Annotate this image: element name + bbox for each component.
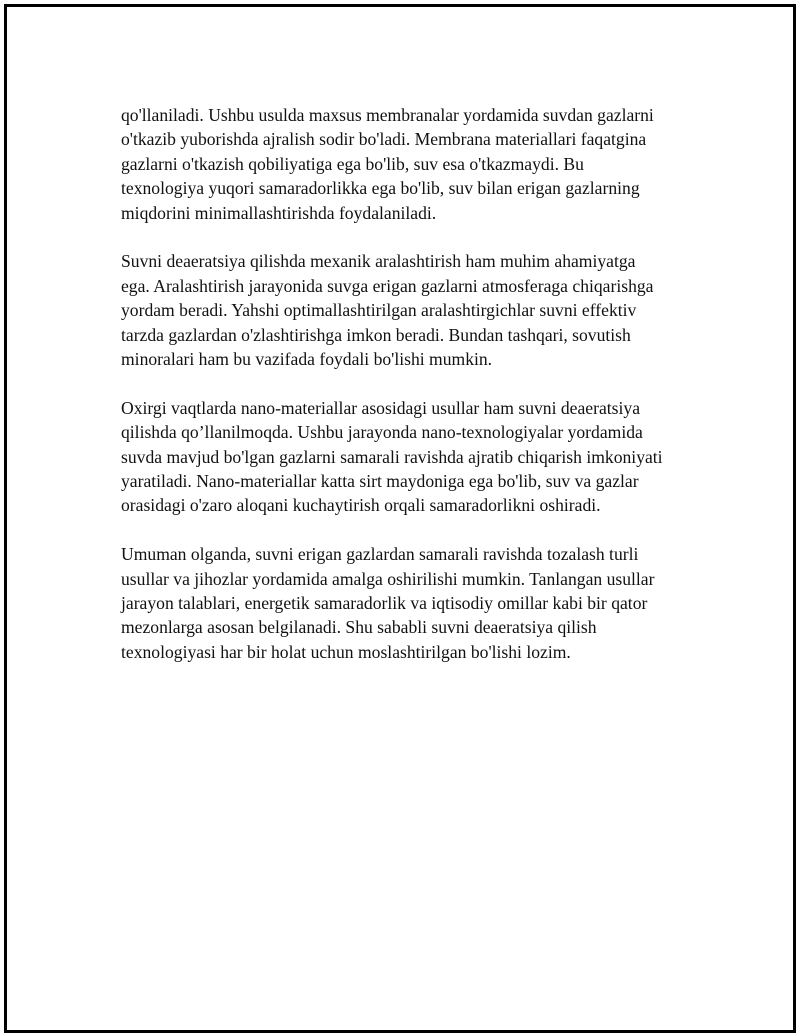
- text-line: qo'llaniladi. Ushbu usulda maxsus membranalar yordamida suvdan gazlarni: [121, 105, 654, 125]
- text-line: usullar va jihozlar yordamida amalga oshirilishi mumkin. Tanlangan usullar: [121, 568, 655, 589]
- text-line: yordam beradi. Yahshi optimallashtirilgan aralashtirgichlar suvni effektiv: [121, 300, 637, 321]
- text-line: jarayon talablari, energetik samaradorlik va iqtisodiy omillar kabi bir qator: [121, 593, 648, 614]
- text-line: tarzda gazlardan o'zlashtirishga imkon beradi. Bundan tashqari, sovutish: [121, 324, 631, 345]
- text-line: qilishda qo’llanilmoqda. Ushbu jarayonda nano-texnologiyalar yordamida: [121, 422, 643, 443]
- text-line: Suvni deaeratsiya qilishda mexanik aralashtirish ham muhim ahamiyatga: [121, 251, 636, 272]
- text-line: o'tkazib yuborishda ajralish sodir bo'ladi. Membrana materiallari faqatgina: [121, 129, 647, 150]
- text-line: texnologiyasi har bir holat uchun moslashtirilgan bo'lishi lozim.: [121, 641, 571, 662]
- text-line: Umuman olganda, suvni erigan gazlardan samarali ravishda tozalash turli: [121, 544, 639, 565]
- text-line: Oxirgi vaqtlarda nano-materiallar asosidagi usullar ham suvni deaeratsiya: [121, 397, 641, 418]
- text-line: texnologiya yuqori samaradorlikka ega bo'lib, suv bilan erigan gazlarning: [121, 178, 640, 199]
- text-line: mezonlarga asosan belgilanadi. Shu sababli suvni deaeratsiya qilish: [121, 617, 597, 638]
- paragraph-mechanical-mixing: [121, 249, 711, 371]
- paragraph-membrane: [121, 103, 711, 225]
- text-line: miqdorini minimallashtirishda foydalaniladi.: [121, 202, 437, 223]
- document-body: [121, 103, 711, 689]
- text-line: minoralari ham bu vazifada foydali bo'lishi mumkin.: [121, 349, 493, 370]
- text-line: gazlarni o'tkazish qobiliyatiga ega bo'lib, suv esa o'tkazmaydi. Bu: [121, 153, 584, 174]
- text-line: suvda mavjud bo'lgan gazlarni samarali ravishda ajratib chiqarish imkoniyati: [121, 446, 663, 467]
- paragraph-conclusion: [121, 542, 711, 664]
- text-line: orasidagi o'zaro aloqani kuchaytirish orqali samaradorlikni oshiradi.: [121, 495, 601, 516]
- paragraph-nano-materials: [121, 396, 711, 518]
- text-line: ega. Aralashtirish jarayonida suvga erigan gazlarni atmosferaga chiqarishga: [121, 275, 654, 296]
- text-line: yaratiladi. Nano-materiallar katta sirt maydoniga ega bo'lib, suv va gazlar: [121, 471, 639, 492]
- document-page: [4, 4, 796, 1033]
